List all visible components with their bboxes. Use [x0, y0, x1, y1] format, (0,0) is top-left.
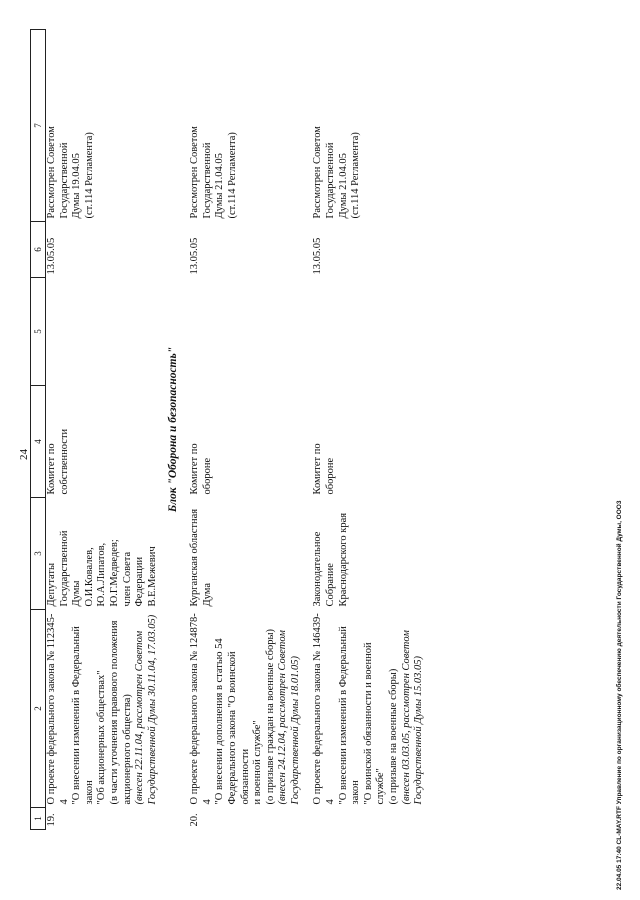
committee	[312, 386, 425, 498]
bill-title	[312, 610, 425, 808]
table-header-row	[31, 30, 46, 830]
bill-title	[46, 610, 160, 808]
author-line: Законодательное	[312, 531, 324, 607]
status-line: Рассмотрен Советом	[46, 126, 57, 219]
row-spacer	[302, 30, 312, 830]
bill-title-line: (в части уточнения правового положения	[108, 620, 120, 805]
author-line: Дума	[201, 582, 213, 607]
committee	[46, 386, 160, 498]
bill-note-line: Государственной Думы 15.03.05)	[413, 656, 425, 805]
row-number: 20.	[189, 813, 201, 827]
status-line: Рассмотрен Советом	[312, 126, 324, 219]
status-cell	[189, 30, 302, 222]
status-line: Государственной	[201, 142, 213, 219]
bill-title-line: "О внесении изменений в Федеральный закон	[71, 626, 95, 805]
bill-author	[46, 498, 160, 610]
date-cell: 13.05.05	[312, 237, 324, 275]
bill-note-line: (внесен 24.12.04, рассмотрен Советом	[277, 630, 289, 805]
header-col-1: 1	[31, 808, 46, 830]
header-col-3: 3	[31, 498, 46, 610]
bill-note-line: Государственной Думы 18.01.05)	[289, 656, 301, 805]
bill-title-line: О проекте федерального закона № 124878-4	[189, 613, 213, 805]
status-line: Думы 19.04.05	[71, 153, 83, 219]
row-number: 19.	[46, 813, 57, 827]
status-line: Государственной	[58, 142, 70, 219]
author-line: Курганская областная	[189, 508, 201, 607]
status-line: Государственной	[325, 142, 337, 219]
author-line: Ю.Г.Медведев;	[108, 539, 120, 607]
bill-title-line: (о призыве на военные сборы)	[388, 668, 400, 805]
committee-line: обороне	[201, 457, 213, 495]
status-line: Рассмотрен Советом	[189, 126, 201, 219]
col-5-cell	[312, 278, 425, 386]
author-line: О.И.Ковалев,	[83, 547, 95, 607]
bill-title-line: (о призыве граждан на военные сборы)	[264, 628, 276, 805]
bill-author	[312, 498, 425, 610]
committee-line: обороне	[325, 457, 337, 495]
header-col-5: 5	[31, 278, 46, 386]
author-line: член Совета	[121, 551, 133, 607]
author-line: В.Е.Межевич	[146, 546, 158, 607]
date-cell: 13.05.05	[189, 237, 201, 275]
author-line: Федерации	[134, 556, 146, 607]
bill-title-line: "О внесении изменений в Федеральный закон	[337, 626, 362, 805]
table-row	[46, 30, 160, 830]
bill-note-line: (внесен 22.11.04, рассмотрен Советом	[134, 630, 146, 805]
author-line: Думы	[71, 580, 83, 607]
author-line: Государственной	[58, 530, 70, 607]
bill-author	[189, 498, 302, 610]
status-line: Думы 21.04.05	[214, 153, 226, 219]
bill-title-line: "О воинской обязанности и военной службе"	[362, 642, 387, 805]
row-number	[312, 808, 425, 830]
author-line: Ю.А.Липатов,	[96, 542, 108, 607]
col-5-cell	[46, 278, 160, 386]
date-cell: 13.05.05	[46, 237, 57, 275]
bill-note-line: (внесен 03.03.05, рассмотрен Советом	[400, 630, 412, 805]
section-title: Блок "Оборона и безопасность"	[167, 346, 180, 513]
header-col-2: 2	[31, 610, 46, 808]
bill-title-line: акционерного общества)	[121, 694, 133, 805]
footer-text: 22.04.05 17:40 CL-MAY.RTF Управление по организационному обеспечению деятельности Государственной Думы, ООО3	[616, 500, 623, 890]
register-table	[30, 29, 426, 830]
col-5-cell	[189, 278, 302, 386]
author-line: Краснодарского края	[337, 512, 349, 607]
section-row	[159, 30, 189, 830]
status-line: Думы 21.04.05	[337, 153, 349, 219]
status-line: (ст.114 Регламента)	[83, 132, 95, 219]
committee	[189, 386, 302, 498]
status-line: (ст.114 Регламента)	[350, 132, 362, 219]
author-line: Депутаты	[46, 562, 57, 607]
table-row	[189, 30, 302, 830]
author-line: Собрание	[325, 563, 337, 607]
status-cell	[312, 30, 425, 222]
bill-note-line: Государственной Думы 30.11.04, 17.03.05)	[146, 614, 158, 805]
committee-line: Комитет по	[189, 443, 201, 495]
bill-title	[189, 610, 302, 808]
header-col-6: 6	[31, 222, 46, 278]
bill-title-line: О проекте федерального закона № 112345-4	[46, 613, 70, 805]
status-cell	[46, 30, 160, 222]
committee-line: Комитет по	[312, 443, 324, 495]
bill-title-line: и военной службе"	[252, 720, 264, 805]
committee-line: собственности	[58, 428, 70, 495]
header-col-4: 4	[31, 386, 46, 498]
committee-line: Комитет по	[46, 443, 57, 495]
table-row	[312, 30, 425, 830]
status-line: (ст.114 Регламента)	[226, 132, 238, 219]
bill-title-line: О проекте федерального закона № 146439-4	[312, 613, 337, 805]
header-col-7: 7	[31, 30, 46, 222]
bill-title-line: "Об акционерных обществах"	[96, 670, 108, 805]
page-number: 24	[18, 449, 30, 460]
bill-title-line: Федерального закона "О воинской обязанности	[226, 651, 251, 805]
bill-title-line: "О внесении дополнения в статью 54	[214, 638, 226, 805]
